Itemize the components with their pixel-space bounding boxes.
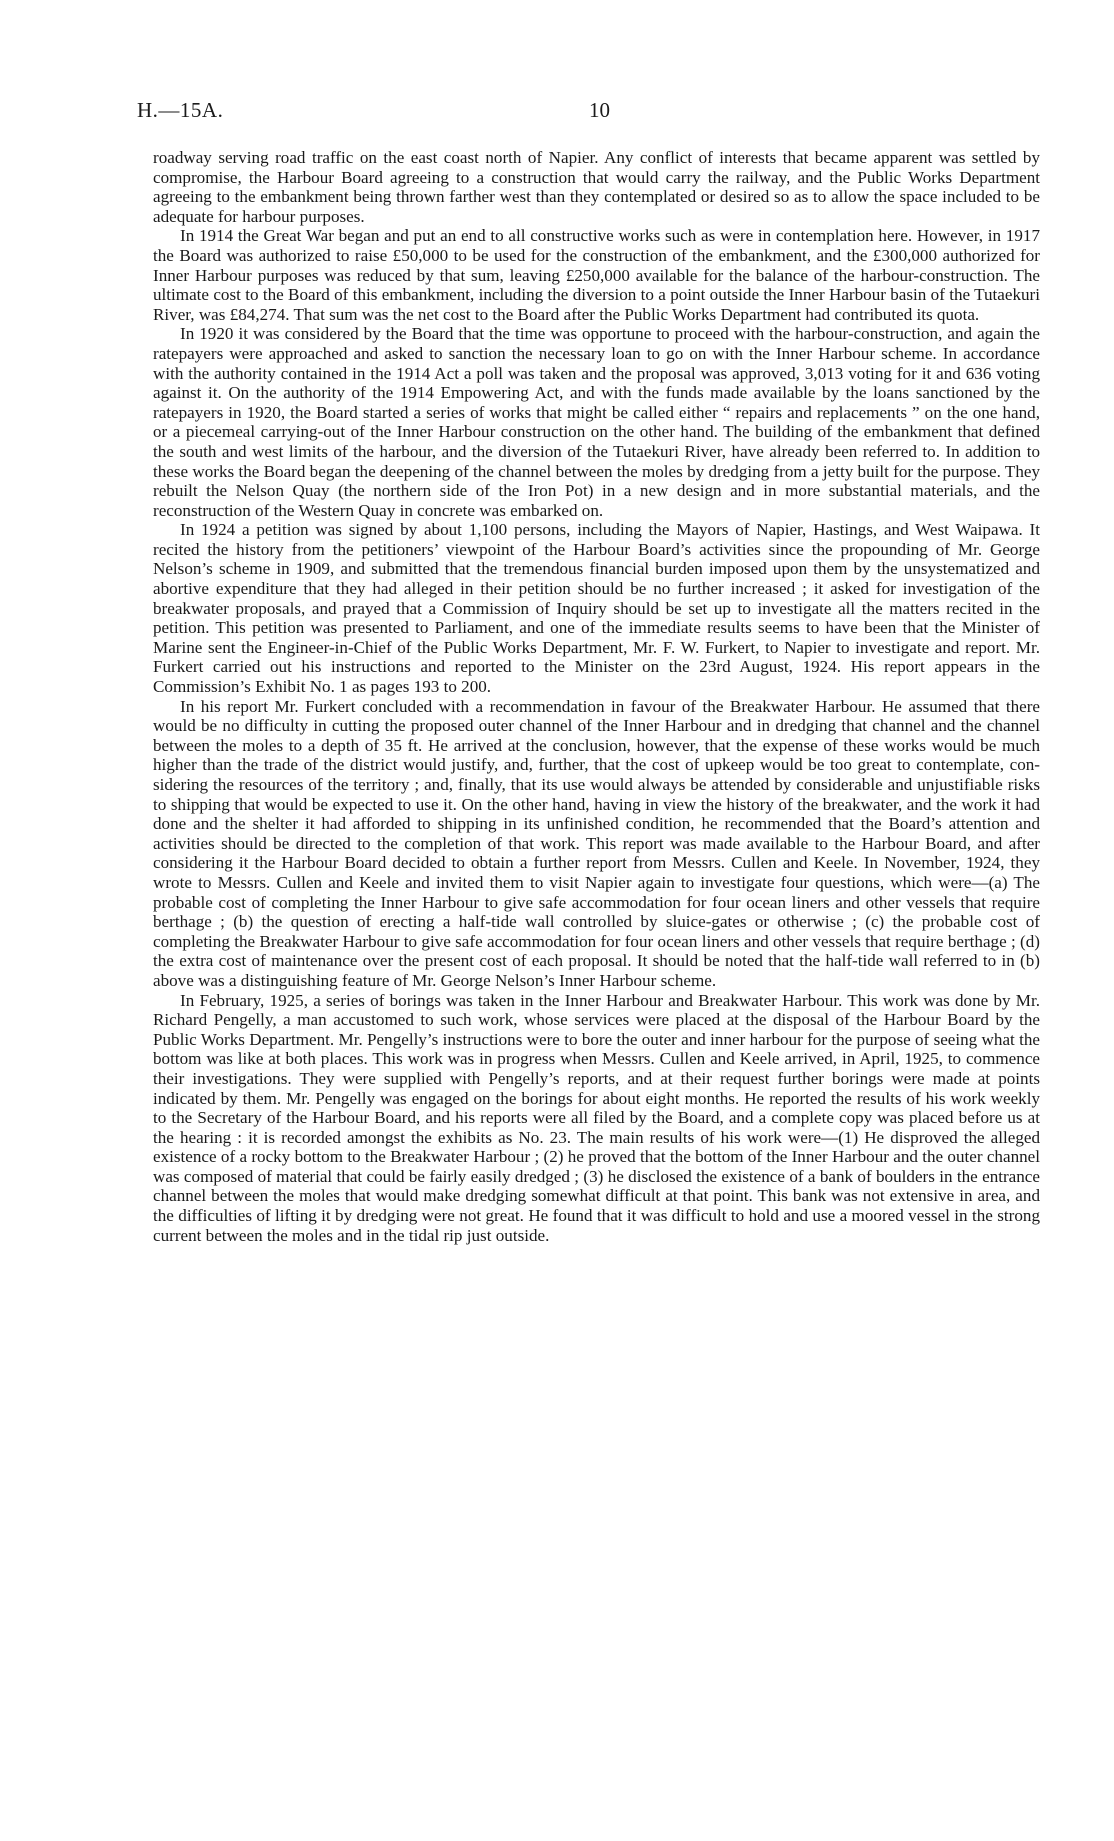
paragraph-1920-loan: In 1920 it was considered by the Board that the time was opportune to proceed with the harbour-construction, and again the ratepayers were approached and asked to sanction the necessary loan to go on with the Inner Harbour scheme. In accordance with the authority contained in the 1914 Act a poll was taken and the proposal was approved, 3,013 voting for it and 636 voting against it. On the authority of the 1914 Empowering Act, and with the funds made available by the loans sanctioned by the ratepayers in 1920, the Board started a series of works that might be called either “ repairs and replacements ” on the one hand, or a piecemeal carrying-out of the Inner Harbour construction on the other hand. The building of the embankment that defined the south and west limits of the harbour, and the diversion of the Tutaekuri River, have already been referred to. In addition to these works the Board began the deepening of the channel between the moles by dredging from a jetty built for the purpose. They rebuilt the Nelson Quay (the northern side of the Iron Pot) in a new design and in more substantial materials, and the reconstruction of the Western Quay in concrete was embarked on. [153,324,1040,520]
paragraph-furkert-report: In his report Mr. Furkert concluded with a recommendation in favour of the Breakwater Harbour. He assumed that there would be no difficulty in cutting the proposed outer channel of the Inner Harbour and in dredging that channel and the channel between the moles to a depth of 35 ft. He arrived at the conclusion, however, that the expense of these works would be much higher than the trade of the district would justify, and, further, that the cost of upkeep would be too great to contemplate, considering the resources of the territory ; and, finally, that its use would always be attended by considerable and unjustifiable risks to shipping that would be expected to use it. On the other hand, having in view the history of the breakwater, and the work it had done and the shelter it had afforded to shipping in its unfinished condition, he recommended that the Board’s attention and activities should be directed to the completion of that work. This report was made available to the Harbour Board, and after considering it the Harbour Board decided to obtain a further report from Messrs. Cullen and Keele. In November, 1924, they wrote to Messrs. Cullen and Keele and invited them to visit Napier again to investigate four questions, which were—(a) The probable cost of completing the Inner Harbour to give safe accommodation for four ocean liners and other vessels that require berthage ; (b) the question of erecting a half-tide wall controlled by sluice-gates or otherwise ; (c) the probable cost of completing the Breakwater Harbour to give safe accommodation for four ocean liners and other vessels that require berthage ; (d) the extra cost of maintenance over the present cost of each proposal. It should be noted that the half-tide wall referred to in (b) above was a distinguishing feature of Mr. George Nelson’s Inner Harbour scheme. [153,696,1040,990]
paragraph-continued: roadway serving road traffic on the east coast north of Napier. Any conflict of interests that became apparent was settled by compromise, the Harbour Board agreeing to a construction that would carry the railway, and the Public Works Department agreeing to the embankment being thrown farther west than they contemplated or desired so as to allow the space included to be adequate for harbour purposes. [153,148,1040,226]
page-number: 10 [589,98,610,122]
paragraph-1924-petition: In 1924 a petition was signed by about 1,100 persons, including the Mayors of Napier, Hastings, and West Waipawa. It recited the history from the petitioners’ viewpoint of the Harbour Board’s activities since the propounding of Mr. George Nelson’s scheme in 1909, and submitted that the tremendous financial burden imposed upon them by the unsystematized and abortive expenditure that they had alleged in their petition should be no further increased ; it asked for investigation of the breakwater proposals, and prayed that a Commission of Inquiry should be set up to investigate all the matters recited in the petition. This petition was presented to Parliament, and one of the immediate results seems to have been that the Minister of Marine sent the Engineer-in-Chief of the Public Works Department, Mr. F. W. Furkert, to Napier to investigate and report. Mr. Furkert carried out his instructions and reported to the Minister on the 23rd August, 1924. His report appears in the Commission’s Exhibit No. 1 as pages 193 to 200. [153,520,1040,697]
document-reference: H.—15A. [137,98,224,122]
body-text [153,148,1040,1245]
paragraph-1925-borings: In February, 1925, a series of borings was taken in the Inner Harbour and Breakwater Harbour. This work was done by Mr. Richard Pengelly, a man accustomed to such work, whose services were placed at the disposal of the Harbour Board by the Public Works Department. Mr. Pengelly’s instructions were to bore the outer and inner harbour for the purpose of seeing what the bottom was like at both places. This work was in progress when Messrs. Cullen and Keele arrived, in April, 1925, to commence their investigations. They were supplied with Pengelly’s reports, and at their request further borings were made at points indicated by them. Mr. Pengelly was engaged on the borings for about eight months. He reported the results of his work weekly to the Secretary of the Harbour Board, and his reports were all filed by the Board, and a complete copy was placed before us at the hearing : it is recorded amongst the exhibits as No. 23. The main results of his work were—(1) He disproved the alleged existence of a rocky bottom to the Breakwater Harbour ; (2) he proved that the bottom of the Inner Harbour and the outer channel was composed of material that could be fairly easily dredged ; (3) he disclosed the existence of a bank of boulders in the entrance channel between the moles that would make dredging somewhat difficult at that point. This bank was not extensive in area, and the difficulties of lifting it by dredging were not great. He found that it was difficult to hold and use a moored vessel in the strong current between the moles and in the tidal rip just outside. [153,990,1040,1245]
paragraph-great-war: In 1914 the Great War began and put an end to all constructive works such as were in contemplation here. However, in 1917 the Board was authorized to raise £50,000 to be used for the construction of the embankment, and the £300,000 authorized for Inner Harbour purposes was reduced by that sum, leaving £250,000 available for the balance of the harbour-construction. The ultimate cost to the Board of this embankment, including the diversion to a point outside the Inner Harbour basin of the Tutaekuri River, was £84,274. That sum was the net cost to the Board after the Public Works Department had contributed its quota. [153,226,1040,324]
page-header [137,98,977,128]
